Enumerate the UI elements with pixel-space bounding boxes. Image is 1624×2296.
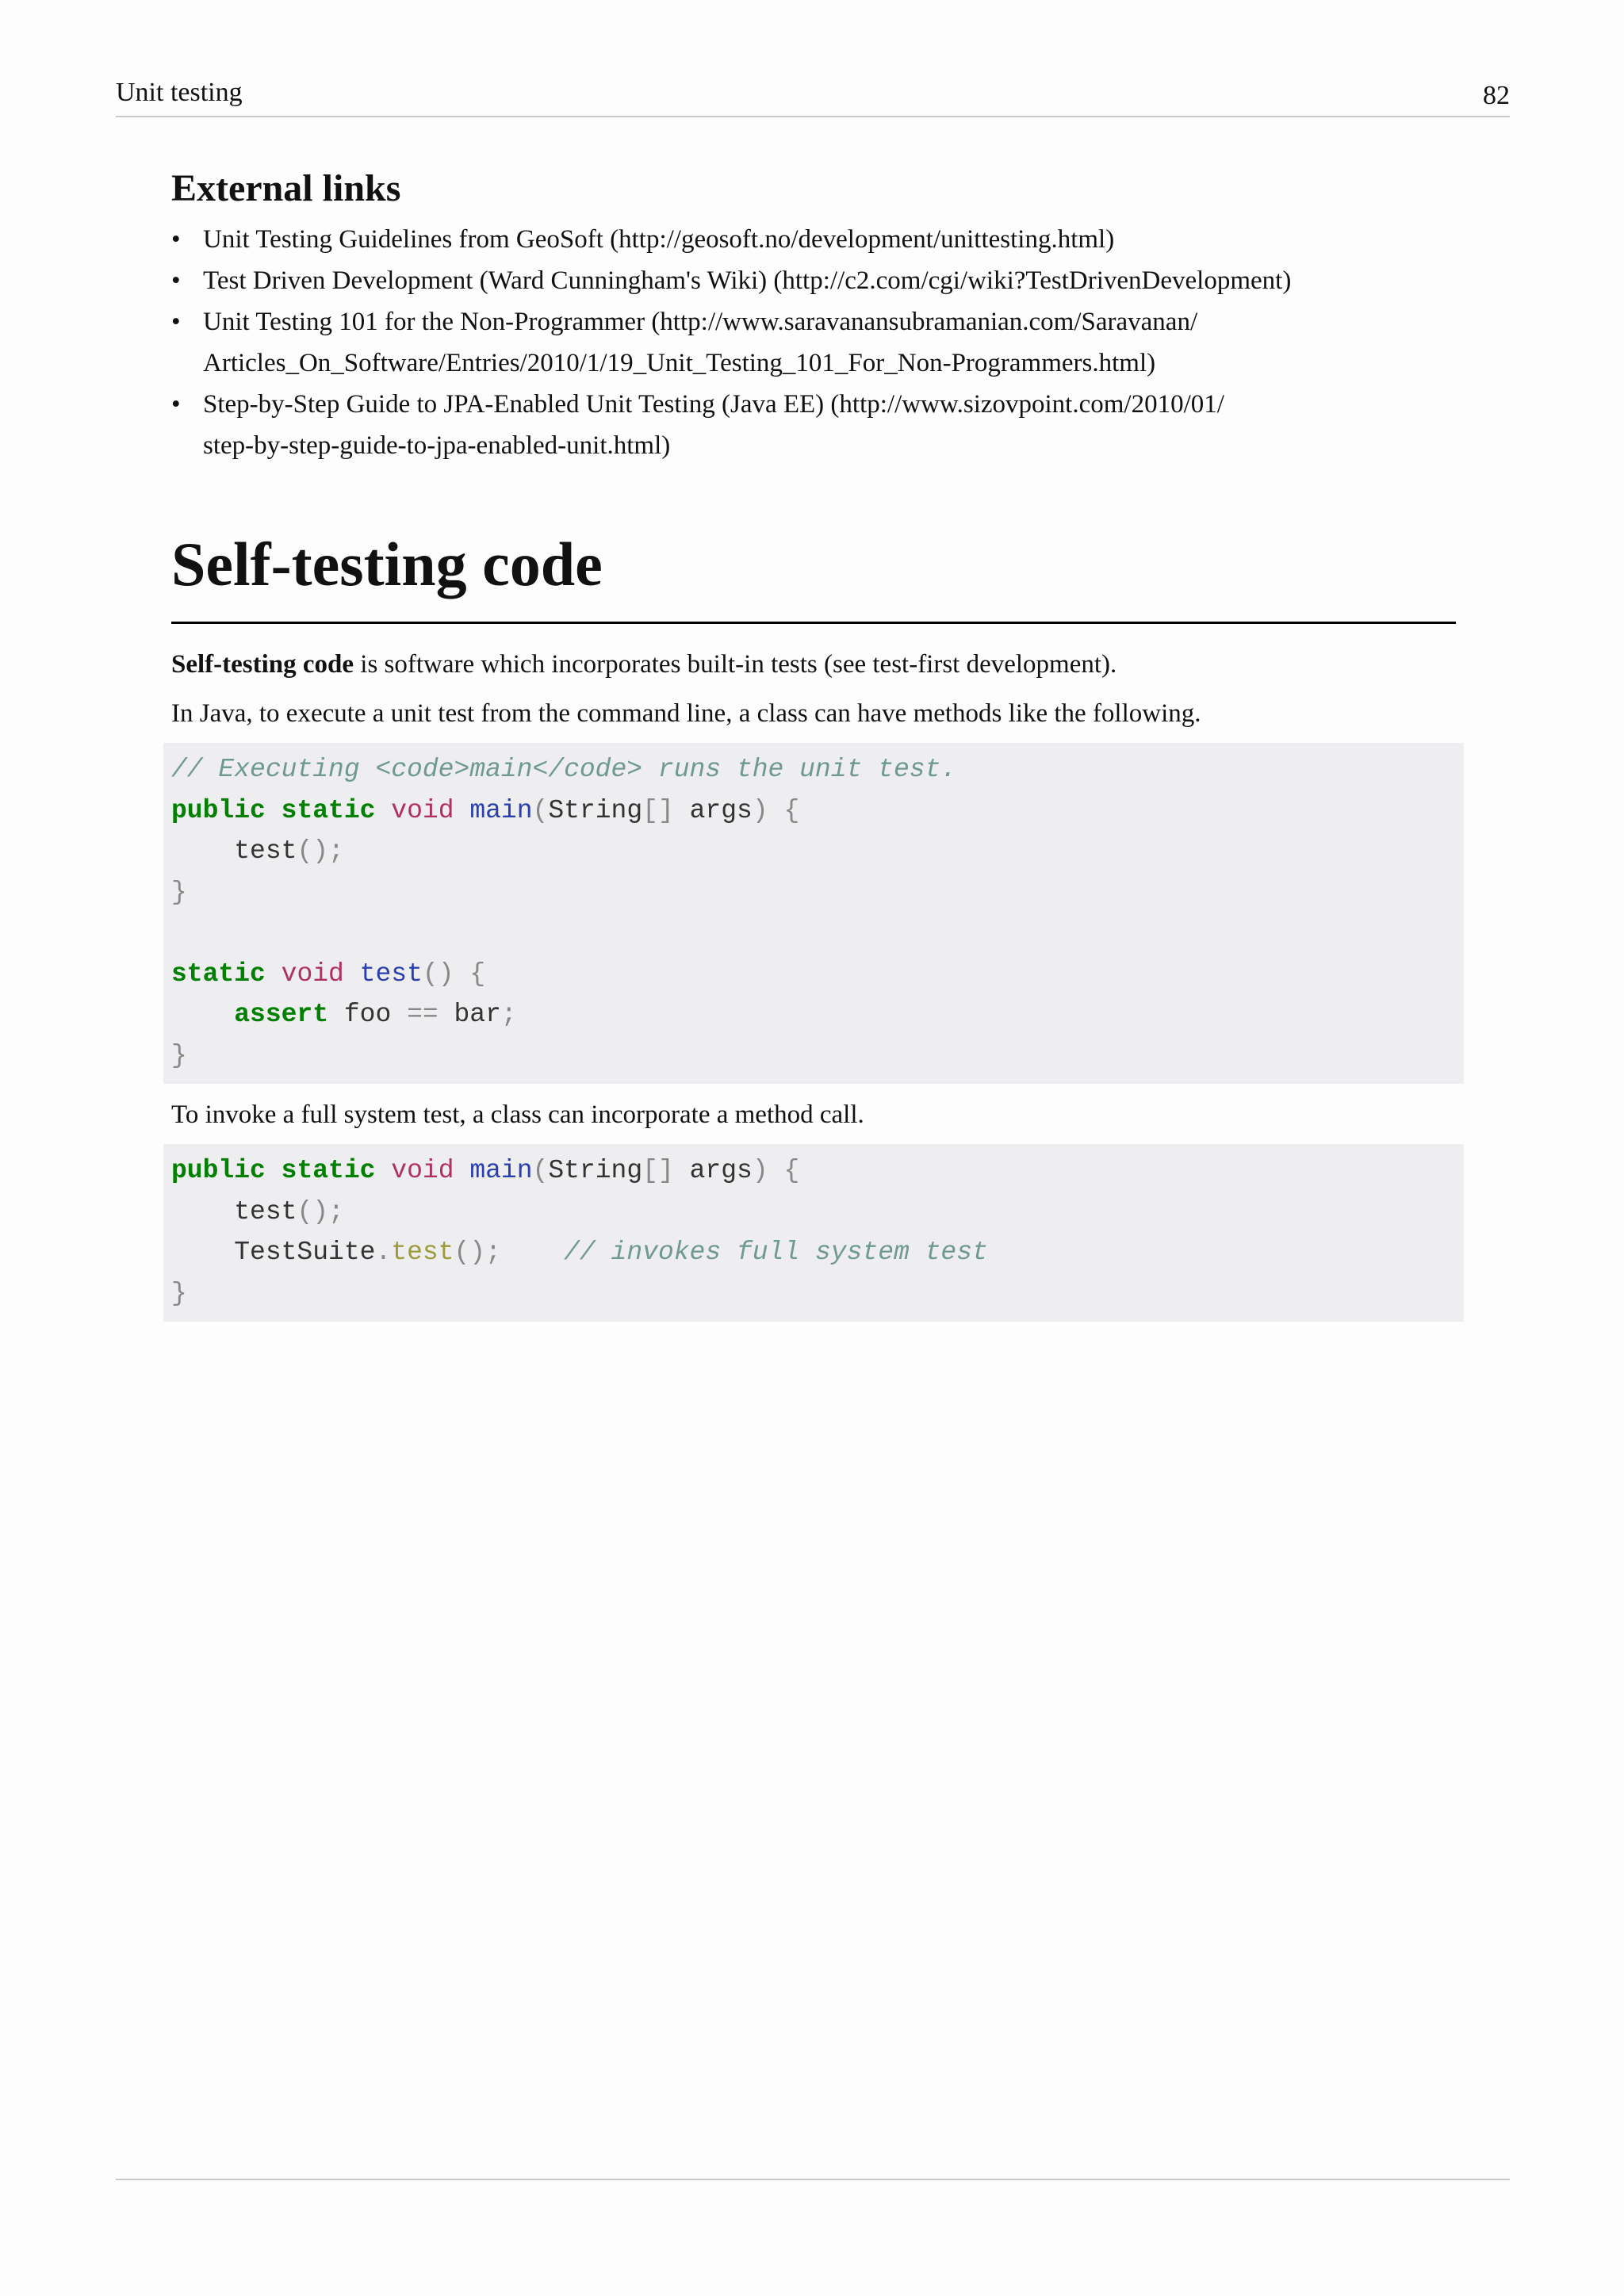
code-line xyxy=(171,749,1456,790)
bullet-icon: • xyxy=(171,390,181,419)
code-token: public xyxy=(171,795,266,825)
code-token: static xyxy=(281,1156,376,1185)
code-token: ( xyxy=(532,795,549,825)
external-link-item[interactable] xyxy=(171,219,1464,260)
code-token xyxy=(375,796,391,825)
code-token xyxy=(454,959,470,989)
code-token: == xyxy=(407,1000,439,1029)
code-token: void xyxy=(391,795,454,825)
code-token xyxy=(375,1156,391,1185)
code-token: static xyxy=(281,795,376,825)
code-line xyxy=(171,1273,1456,1314)
running-title: Unit testing xyxy=(116,78,243,107)
footer-rule xyxy=(116,2179,1510,2180)
code-token: [] xyxy=(642,795,674,825)
code-token: ; xyxy=(500,1000,517,1029)
page-number: 82 xyxy=(1483,81,1510,110)
code-token: bar xyxy=(438,1000,501,1029)
external-link-item[interactable] xyxy=(171,301,1464,384)
code-token: main xyxy=(469,795,533,825)
code-line xyxy=(171,954,1456,995)
intro-paragraph xyxy=(171,640,1464,689)
external-links-heading: External links xyxy=(171,167,401,209)
code-token: (); xyxy=(454,1238,501,1267)
code-token xyxy=(454,1156,470,1185)
code-token: // Executing <code>main</code> runs the unit test. xyxy=(171,755,957,784)
code-token: args xyxy=(673,1156,753,1185)
code-token xyxy=(501,1238,564,1267)
code-token: } xyxy=(171,1278,187,1308)
code-line xyxy=(171,913,1456,954)
code-token: } xyxy=(171,877,187,907)
code-token xyxy=(344,959,360,989)
external-link-item[interactable] xyxy=(171,260,1464,301)
system-test-paragraph: To invoke a full system test, a class can incorporate a method call. xyxy=(171,1100,864,1129)
bullet-icon: • xyxy=(171,308,181,336)
code-token: String xyxy=(548,1156,643,1185)
code-token: { xyxy=(469,959,486,989)
code-token xyxy=(171,1000,234,1029)
code-line xyxy=(171,790,1456,832)
code-token: foo xyxy=(328,1000,408,1029)
code-token: void xyxy=(281,959,344,989)
code-token: () xyxy=(422,959,454,989)
code-line xyxy=(171,872,1456,913)
code-token: test xyxy=(171,1196,297,1226)
article-title: Self-testing code xyxy=(171,523,1456,624)
code-token xyxy=(454,796,470,825)
code-token: // invokes full system test xyxy=(564,1238,988,1267)
code-token: ) xyxy=(752,1156,768,1185)
code-line xyxy=(171,1035,1456,1077)
code-token xyxy=(768,796,784,825)
code-token xyxy=(171,918,187,947)
external-links-list xyxy=(171,219,1464,466)
code-token: [] xyxy=(642,1156,674,1185)
page-header xyxy=(116,78,1510,117)
code-token: assert xyxy=(234,1000,329,1029)
code-token xyxy=(266,1156,282,1185)
page-content xyxy=(171,159,1464,1328)
code-token: test xyxy=(391,1238,454,1267)
code-token: ) xyxy=(752,795,768,825)
code-token: void xyxy=(391,1156,454,1185)
code-token: } xyxy=(171,1040,187,1070)
code-token: public xyxy=(171,1156,266,1185)
code-token: static xyxy=(171,959,266,989)
external-link-item[interactable] xyxy=(171,384,1464,466)
code-block-system-test xyxy=(163,1144,1464,1322)
code-token: (); xyxy=(297,1196,344,1226)
code-token xyxy=(266,796,282,825)
code-token: { xyxy=(783,795,800,825)
external-link-text[interactable]: step-by-step-guide-to-jpa-enabled-unit.html) xyxy=(203,431,671,460)
external-link-text[interactable]: Unit Testing 101 for the Non-Programmer (http://www.saravanansubramanian.com/Saravanan/ xyxy=(203,308,1198,336)
code-line xyxy=(171,994,1456,1035)
bullet-icon: • xyxy=(171,266,181,295)
code-token: args xyxy=(673,795,753,825)
external-link-text[interactable]: Articles_On_Software/Entries/2010/1/19_Unit_Testing_101_For_Non-Programmers.html) xyxy=(203,349,1156,377)
code-line xyxy=(171,831,1456,872)
code-line xyxy=(171,1192,1456,1233)
bullet-icon: • xyxy=(171,225,181,254)
code-token xyxy=(768,1156,784,1185)
code-token: TestSuite xyxy=(171,1238,376,1267)
external-link-text[interactable]: Step-by-Step Guide to JPA-Enabled Unit Testing (Java EE) (http://www.sizovpoint.com/2010/01/ xyxy=(203,390,1224,419)
java-paragraph: In Java, to execute a unit test from the command line, a class can have methods like the following. xyxy=(171,699,1201,728)
code-token: test xyxy=(359,959,423,989)
external-link-text[interactable]: Unit Testing Guidelines from GeoSoft (http://geosoft.no/development/unittesting.html) xyxy=(203,225,1115,254)
intro-term: Self-testing code xyxy=(171,650,354,679)
intro-text: is software which incorporates built-in tests (see test-first development). xyxy=(354,650,1117,679)
code-token: test xyxy=(171,836,297,866)
code-token: main xyxy=(469,1156,533,1185)
code-token: (); xyxy=(297,836,344,866)
code-token: String xyxy=(548,795,643,825)
code-token xyxy=(266,959,282,989)
code-line xyxy=(171,1150,1456,1192)
external-link-text[interactable]: Test Driven Development (Ward Cunningham's Wiki) (http://c2.com/cgi/wiki?TestDrivenDevelopment) xyxy=(203,266,1292,295)
code-token: ( xyxy=(532,1156,549,1185)
code-line xyxy=(171,1232,1456,1273)
code-token: . xyxy=(375,1238,392,1267)
code-token: { xyxy=(783,1156,800,1185)
code-block-unit-test xyxy=(163,743,1464,1084)
